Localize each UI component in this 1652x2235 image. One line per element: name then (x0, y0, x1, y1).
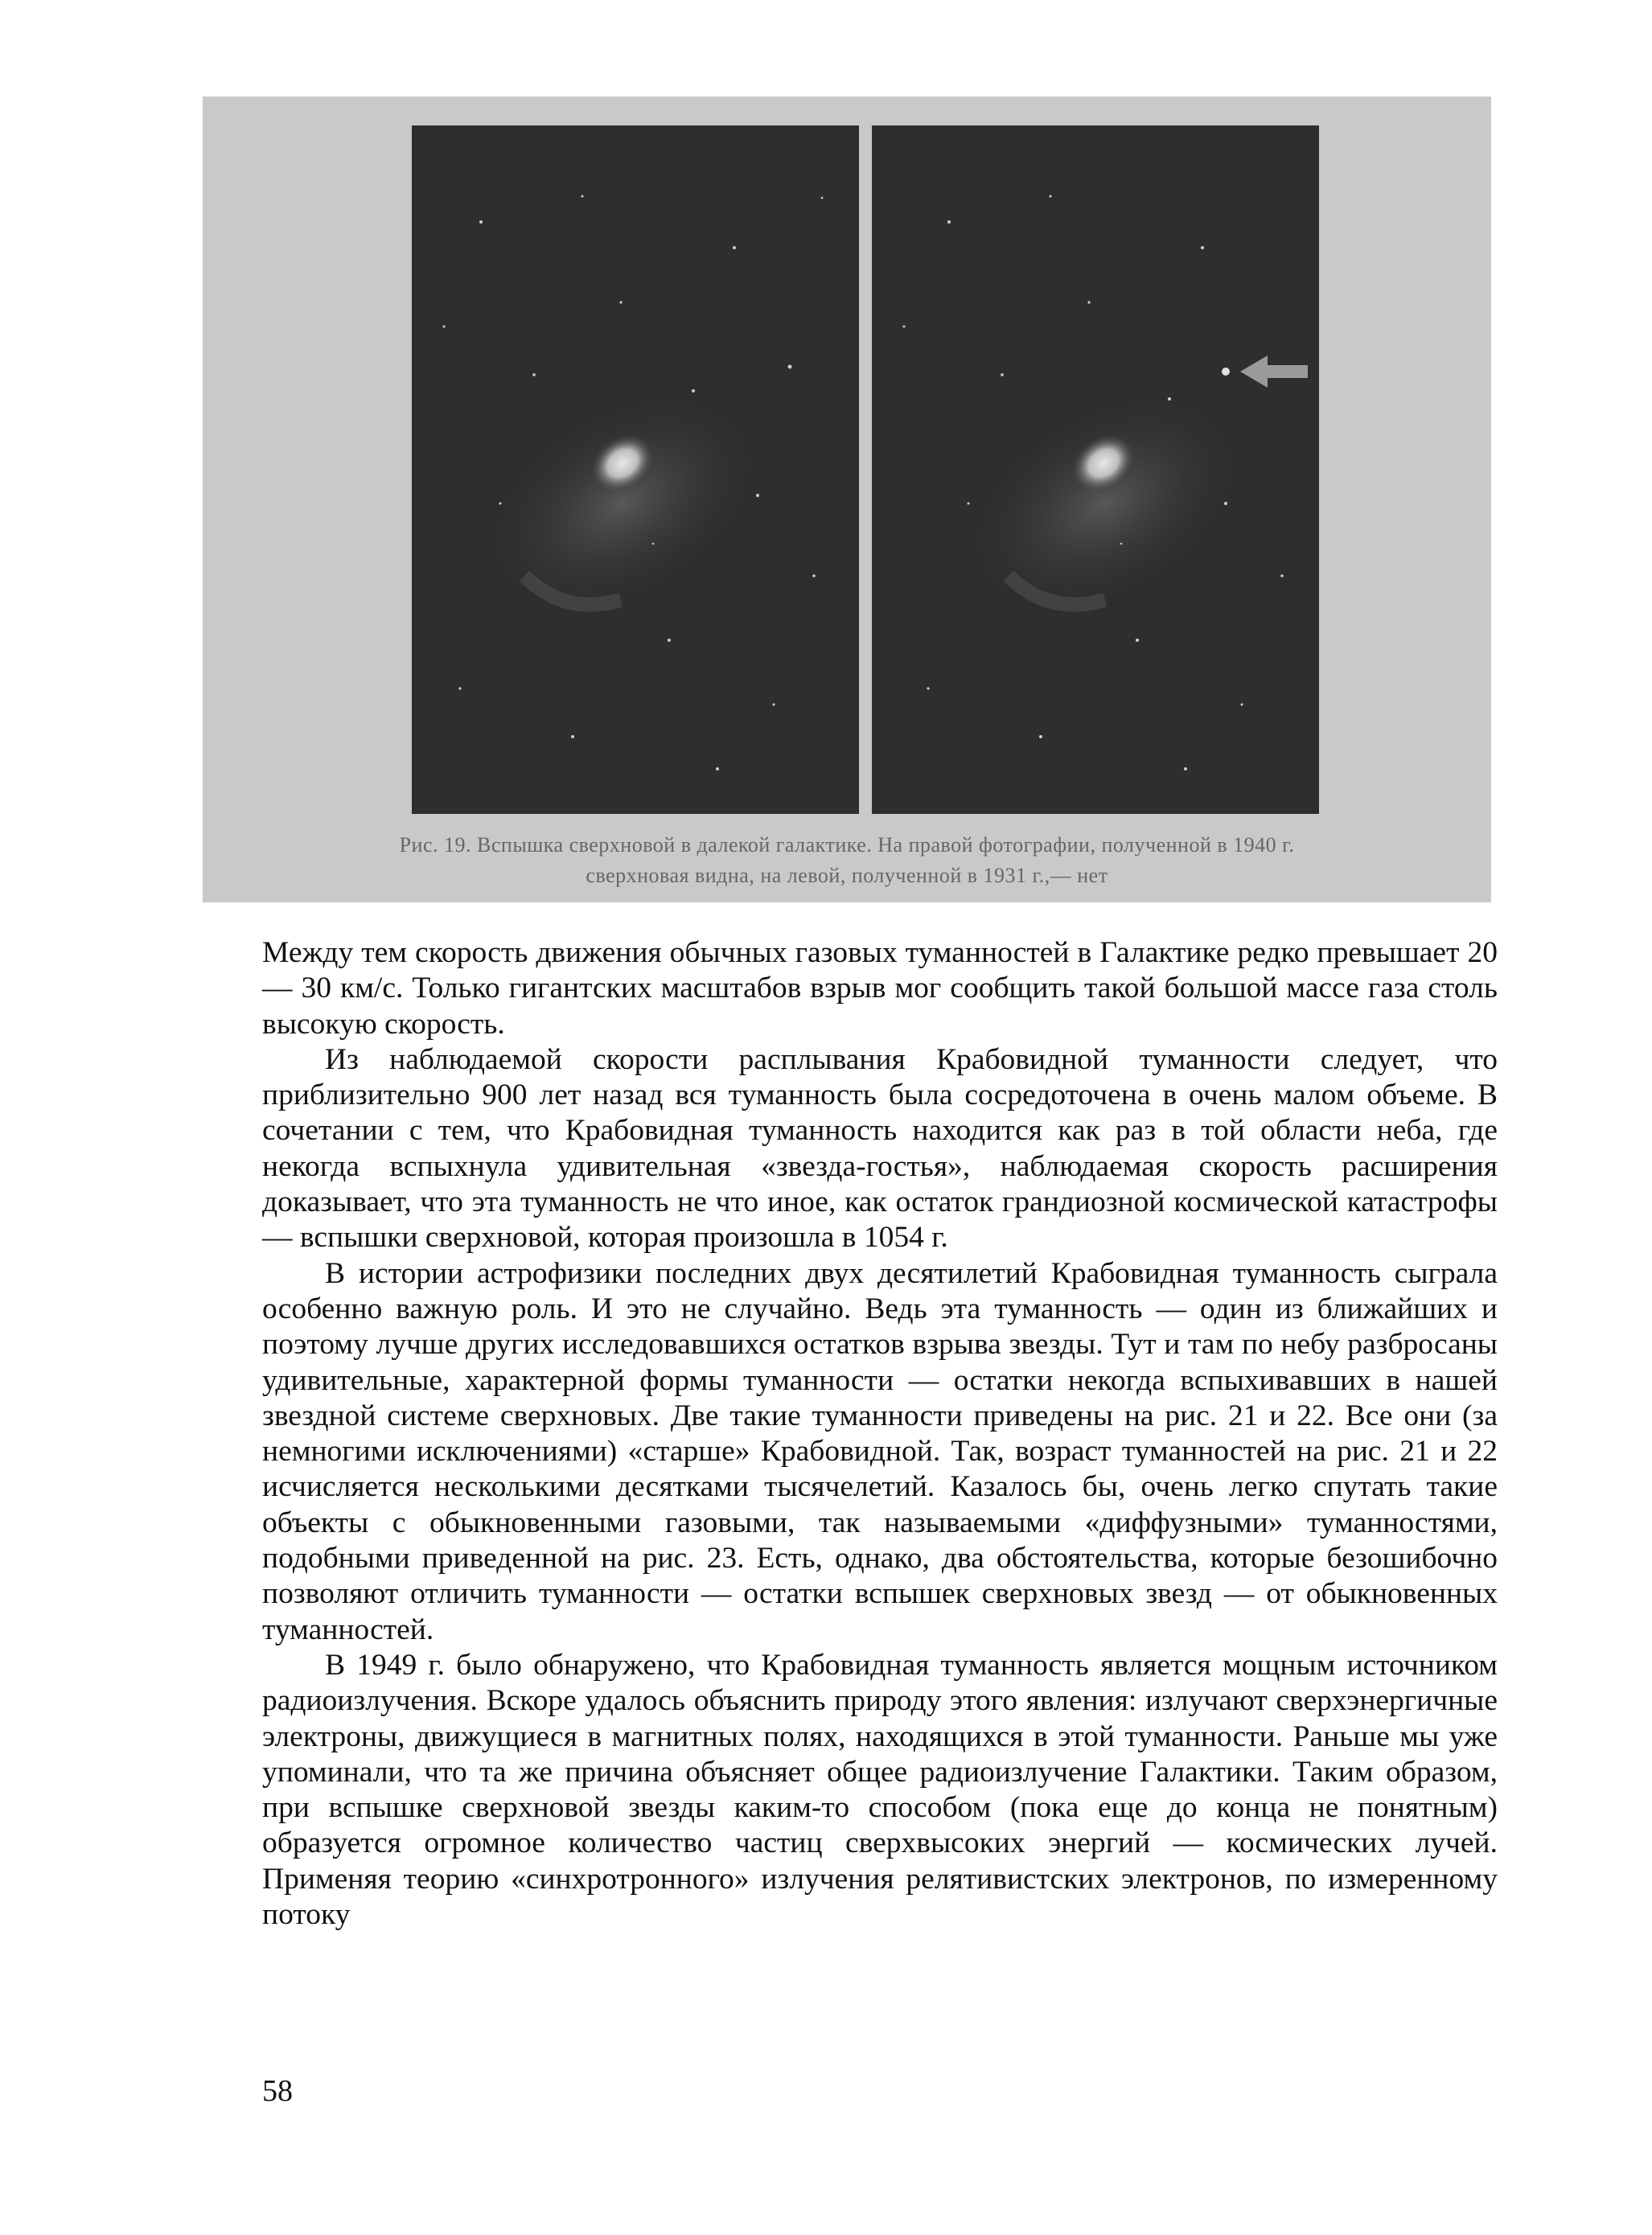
paragraph-2: Из наблюдаемой скорости расплывания Крабовидной туманности следует, что приблизительно 900 лет назад вся туманность была сосредоточена в очень малом объеме. В сочетании с тем, что Крабовидная туманность находится как раз в той области неба, где некогда вспыхнула удивительная «звезда-гостья», наблюдаемая скорость расширения доказывает, что эта туманность не что иное, как остаток грандиозной космической катастрофы — вспышки сверхновой, которая произошла в 1054 г. (262, 1042, 1498, 1255)
supernova-star (1222, 368, 1230, 376)
figure-caption (203, 830, 1491, 891)
galaxy-photo-left (412, 125, 859, 814)
photo-1940 (872, 125, 1319, 814)
paragraph-3: В истории астрофизики последних двух десятилетий Крабовидная туманность сыграла особенно важную роль. И это не случайно. Ведь эта туманность — один из ближайших и поэтому лучше других исследовавшихся остатков взрыва звезды. Тут и там по небу разбросаны удивительные, характерной формы туманности — остатки некогда вспыхивавших в нашей звездной системе сверхновых. Две такие туманности приведены на рис. 21 и 22. Все они (за немногими исключениями) «старше» Крабовидной. Так, возраст туманностей на рис. 21 и 22 исчисляется несколькими десятками тысячелетий. Казалось бы, очень легко спутать такие объекты с обыкновенными газовыми, так называемыми «диффузными» туманностями, подобными приведенной на рис. 23. Есть, однако, два обстоятельства, которые безошибочно позволяют отличить туманности — остатки вспышек сверхновых звезд — от обыкновенных туманностей. (262, 1256, 1498, 1646)
page-number: 58 (262, 2074, 293, 2108)
body-text (262, 935, 1498, 1933)
caption-line-2: сверхновая видна, на левой, полученной в 1931 г.,— нет (586, 864, 1108, 887)
paragraph-1: Между тем скорость движения обычных газовых туманностей в Галактике редко превышает 20 — 30 км/с. Только гигантских масштабов взрыв мог сообщить такой большой массе газа столь высокую скорость. (262, 936, 1498, 1041)
photo-1931 (412, 125, 859, 814)
figure (203, 97, 1491, 902)
galaxy-photo-right (872, 125, 1319, 814)
caption-line-1: Рис. 19. Вспышка сверхновой в далекой галактике. На правой фотографии, полученной в 1940 г. (399, 833, 1295, 857)
paragraph-4: В 1949 г. было обнаружено, что Крабовидная туманность является мощным источником радиоизлучения. Вскоре удалось объяснить природу этого явления: излучают сверхэнергичные электроны, движущиеся в магнитных полях, находящихся в этой туманности. Раньше мы уже упоминали, что та же причина объясняет общее радиоизлучение Галактики. Таким образом, при вспышке сверхновой звезды каким-то способом (пока еще до конца не понятным) образуется огромное количество частиц сверхвысоких энергий — космических лучей. Применяя теорию «синхротронного» излучения релятивистских электронов, по измеренному потоку (262, 1648, 1498, 1932)
